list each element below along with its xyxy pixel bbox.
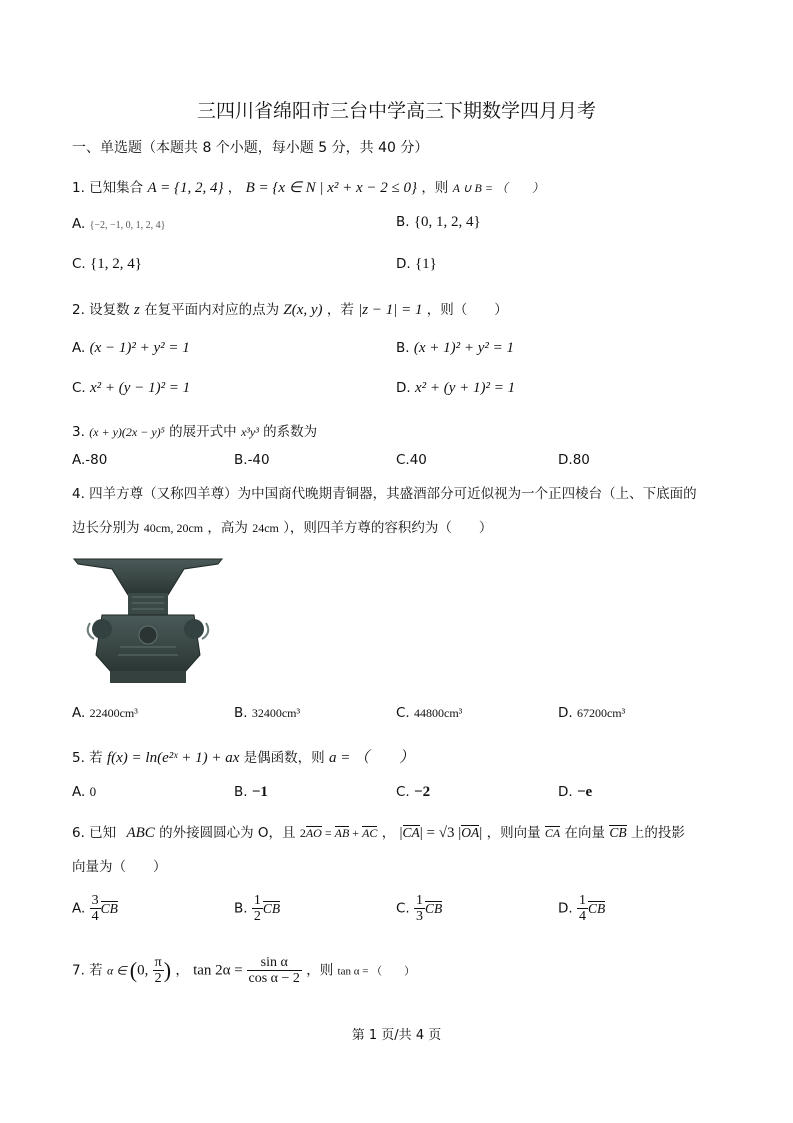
q1-option-d-text: {1} xyxy=(414,256,437,272)
q4-option-b[interactable]: B. 32400cm³ xyxy=(234,705,301,721)
vector-ac: AC xyxy=(362,826,378,840)
bronze-vessel-image xyxy=(72,555,224,685)
vector-ab: AB xyxy=(334,826,350,840)
q4-option-c[interactable]: C. 44800cm³ xyxy=(396,705,463,721)
question-4-line-1: 4. 四羊方尊（又称四羊尊）为中国商代晚期青铜器，其盛酒部分可近似视为一个正四棱台（上、下底面的 xyxy=(72,486,697,502)
q2-option-c[interactable]: C. x² + (y − 1)² = 1 xyxy=(72,380,191,396)
q2-condition: |z − 1| = 1 xyxy=(358,302,423,318)
vector-ao: AO xyxy=(305,826,322,840)
question-6-line-2: 向量为（ ） xyxy=(72,859,167,875)
question-2-stem: 2. 设复数 z 在复平面内对应的点为 Z(x, y) ，若 |z − 1| = 1 ，则（ ） xyxy=(72,302,508,318)
q1-option-c-text: {1, 2, 4} xyxy=(90,256,142,272)
q3-option-d[interactable]: D.80 xyxy=(558,452,590,468)
question-7-stem: 7. 若 α ∈ (0, $\frac{\pi}{2}$ ) ， tan 2α = $\frac{\text{sin α}}{\text{cos α − 2}}$ ，则 tan α = （ ） xyxy=(72,955,416,986)
q1-option-b-text: {0, 1, 2, 4} xyxy=(413,214,481,230)
q5-function: f(x) = ln(e²ˣ + 1) + ax xyxy=(106,750,240,766)
q3-option-a[interactable]: A.-80 xyxy=(72,452,108,468)
vector-cb: CB xyxy=(609,825,627,840)
question-6-stem: 6. 已知 ABC 的外接圆圆心为 O，且 2AO = AB + AC ， |CA| = √3 |OA| ，则向量 CA 在向量 CB 上的投影 xyxy=(72,825,685,841)
q4-option-a[interactable]: A. 22400cm³ xyxy=(72,705,138,721)
q5-option-d[interactable]: D. −e xyxy=(558,784,593,800)
q2-option-b[interactable]: B. (x + 1)² + y² = 1 xyxy=(396,340,515,356)
q5-option-c[interactable]: C. −2 xyxy=(396,784,431,800)
q1-option-d[interactable]: D. {1} xyxy=(396,256,437,272)
question-4-line-2: 边长分别为 40cm, 20cm ，高为 24cm ），则四羊方尊的容积约为（ ） xyxy=(72,520,493,536)
q4-option-d[interactable]: D. 67200cm³ xyxy=(558,705,626,721)
q3-option-c[interactable]: C.40 xyxy=(396,452,427,468)
section-heading: 一、单选题（本题共 8 个小题，每小题 5 分，共 40 分） xyxy=(72,140,429,156)
question-3-stem: 3. (x + y)(2x − y)⁵ 的展开式中 x³y³ 的系数为 xyxy=(72,424,318,440)
page-footer: 第 1 页/共 4 页 xyxy=(351,1028,442,1043)
q1-set-b: B = {x ∈ N | x² + x − 2 ≤ 0} xyxy=(245,180,418,196)
vector-oa-abs: OA xyxy=(461,825,480,840)
q5-option-a[interactable]: A. 0 xyxy=(72,784,97,800)
q2-option-a[interactable]: A. (x − 1)² + y² = 1 xyxy=(72,340,190,356)
q1-then: ，则 xyxy=(421,180,449,196)
q1-prefix: 1. 已知集合 xyxy=(72,180,144,196)
question-1-stem: 1. 已知集合 A = {1, 2, 4} ， B = {x ∈ N | x² + x − 2 ≤ 0} ，则 A ∪ B = （ ） xyxy=(72,180,544,196)
q1-ask: A ∪ B = （ ） xyxy=(452,181,544,195)
q1-option-b[interactable]: B. {0, 1, 2, 4} xyxy=(396,214,481,230)
q6-option-d[interactable]: D. $\frac{1}{4}$ CB xyxy=(558,893,606,924)
q1-set-a: A = {1, 2, 4} xyxy=(147,180,224,196)
vector-ca-abs: CA xyxy=(402,825,420,840)
q6-option-a[interactable]: A. $\frac{3}{4}$ CB xyxy=(72,893,118,924)
q1-option-c[interactable]: C. {1, 2, 4} xyxy=(72,256,142,272)
page-title: 三四川省绵阳市三台中学高三下期数学四月月考 xyxy=(196,100,596,122)
q5-option-b[interactable]: B. −1 xyxy=(234,784,268,800)
q1-option-a-text: {−2, −1, 0, 1, 2, 4} xyxy=(89,220,166,231)
q6-option-b[interactable]: B. $\frac{1}{2}$ CB xyxy=(234,893,281,924)
vector-ca: CA xyxy=(544,826,561,840)
q6-option-c[interactable]: C. $\frac{1}{3}$ CB xyxy=(396,893,443,924)
question-5-stem: 5. 若 f(x) = ln(e²ˣ + 1) + ax 是偶函数，则 a = （ ） xyxy=(72,750,415,766)
q3-option-b[interactable]: B.-40 xyxy=(234,452,270,468)
q2-option-d[interactable]: D. x² + (y + 1)² = 1 xyxy=(396,380,516,396)
q1-option-a[interactable]: A. {−2, −1, 0, 1, 2, 4} xyxy=(72,216,166,232)
q2-point: Z(x, y) xyxy=(283,302,323,318)
